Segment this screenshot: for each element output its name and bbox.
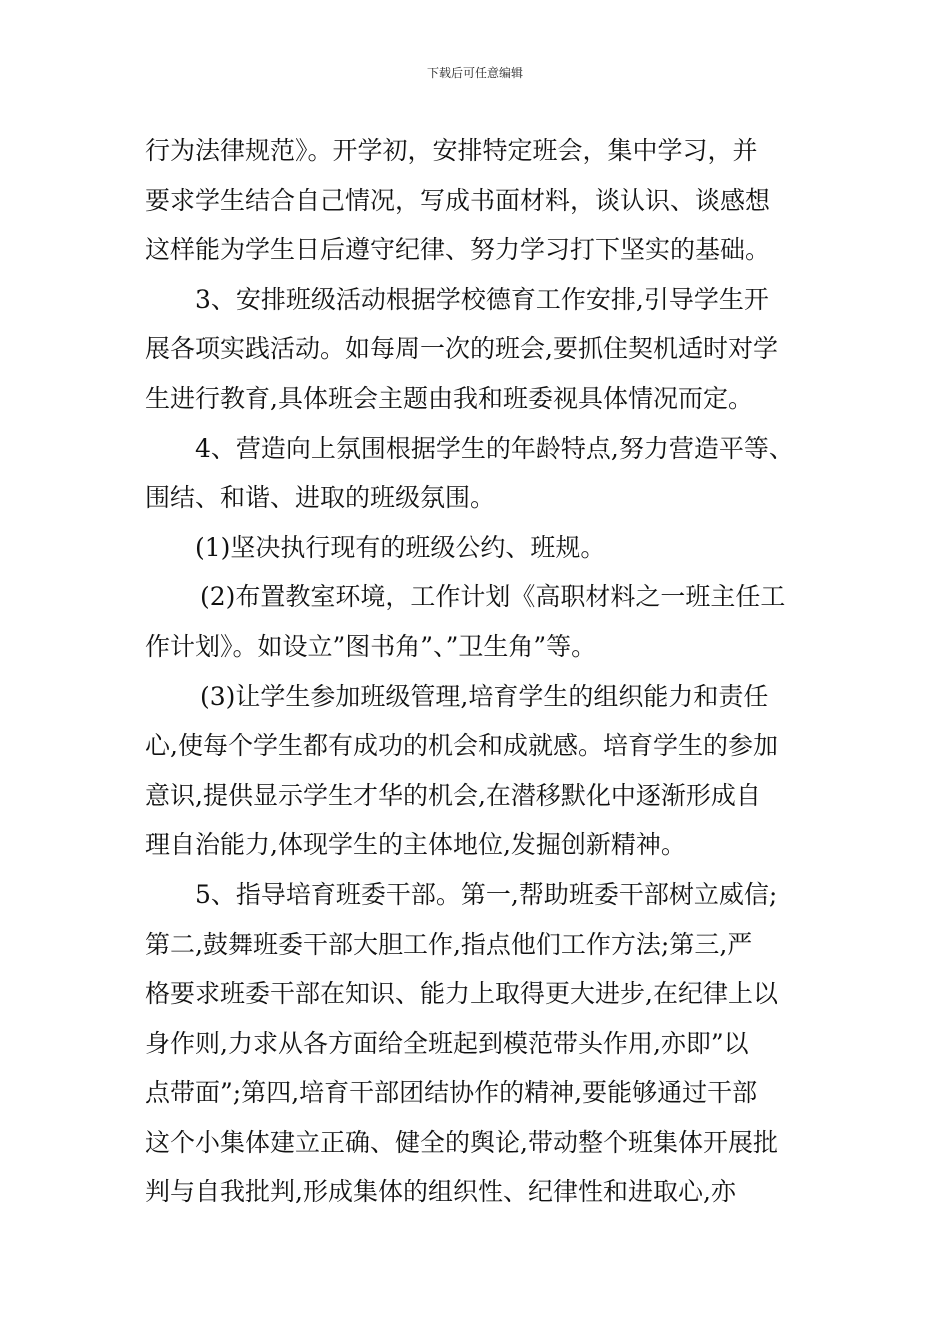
page-header: 下载后可任意编辑	[426, 66, 523, 80]
text-line: 作计划》。如设立”图书角”、”卫生角”等。	[145, 631, 597, 661]
text-line: 判与自我批判,形成集体的组织性、纪律性和进取心,亦	[145, 1177, 736, 1207]
text-line: (2)布置教室环境，工作计划《高职材料之一班主任工	[200, 582, 786, 612]
document-body	[145, 126, 835, 1217]
text-line: 心,使每个学生都有成功的机会和成就感。培育学生的参加	[145, 731, 778, 761]
text-line: 围结、和谐、进取的班级氛围。	[145, 483, 496, 513]
text-line: (1)坚决执行现有的班级公约、班规。	[195, 532, 606, 562]
text-line: 这样能为学生日后遵守纪律、努力学习打下坚实的基础。	[145, 235, 771, 265]
text-line: 展各项实践活动。如每周一次的班会,要抓住契机适时对学	[145, 334, 778, 364]
text-line: 身作则,力求从各方面给全班起到模范带头作用,亦即”以	[145, 1028, 749, 1058]
text-line: 5、指导培育班委干部。第一,帮助班委干部树立威信;	[195, 879, 778, 909]
text-line: 行为法律规范》。开学初，安排特定班会，集中学习，并	[145, 136, 758, 165]
text-line: 格要求班委干部在知识、能力上取得更大进步,在纪律上以	[145, 979, 778, 1009]
text-line: 这个小集体建立正确、健全的舆论,带动整个班集体开展批	[145, 1127, 778, 1157]
text-line: 4、营造向上氛围根据学生的年龄特点,努力营造平等、	[195, 433, 794, 463]
text-line: 第二,鼓舞班委干部大胆工作,指点他们工作方法;第三,严	[145, 929, 753, 959]
text-line: 意识,提供显示学生才华的机会,在潜移默化中逐渐形成自	[145, 780, 761, 810]
text-line: 3、安排班级活动根据学校德育工作安排,引导学生开	[195, 284, 769, 314]
text-line: 点带面”;第四,培育干部团结协作的精神,要能够通过干部	[145, 1078, 758, 1108]
text-line: (3)让学生参加班级管理,培育学生的组织能力和责任	[200, 681, 769, 711]
text-line: 理自治能力,体现学生的主体地位,发掘创新精神。	[145, 830, 686, 860]
text-line: 生进行教育,具体班会主题由我和班委视具体情况而定。	[145, 383, 753, 413]
text-line: 要求学生结合自己情况，写成书面材料，谈认识、谈感想	[145, 185, 771, 215]
